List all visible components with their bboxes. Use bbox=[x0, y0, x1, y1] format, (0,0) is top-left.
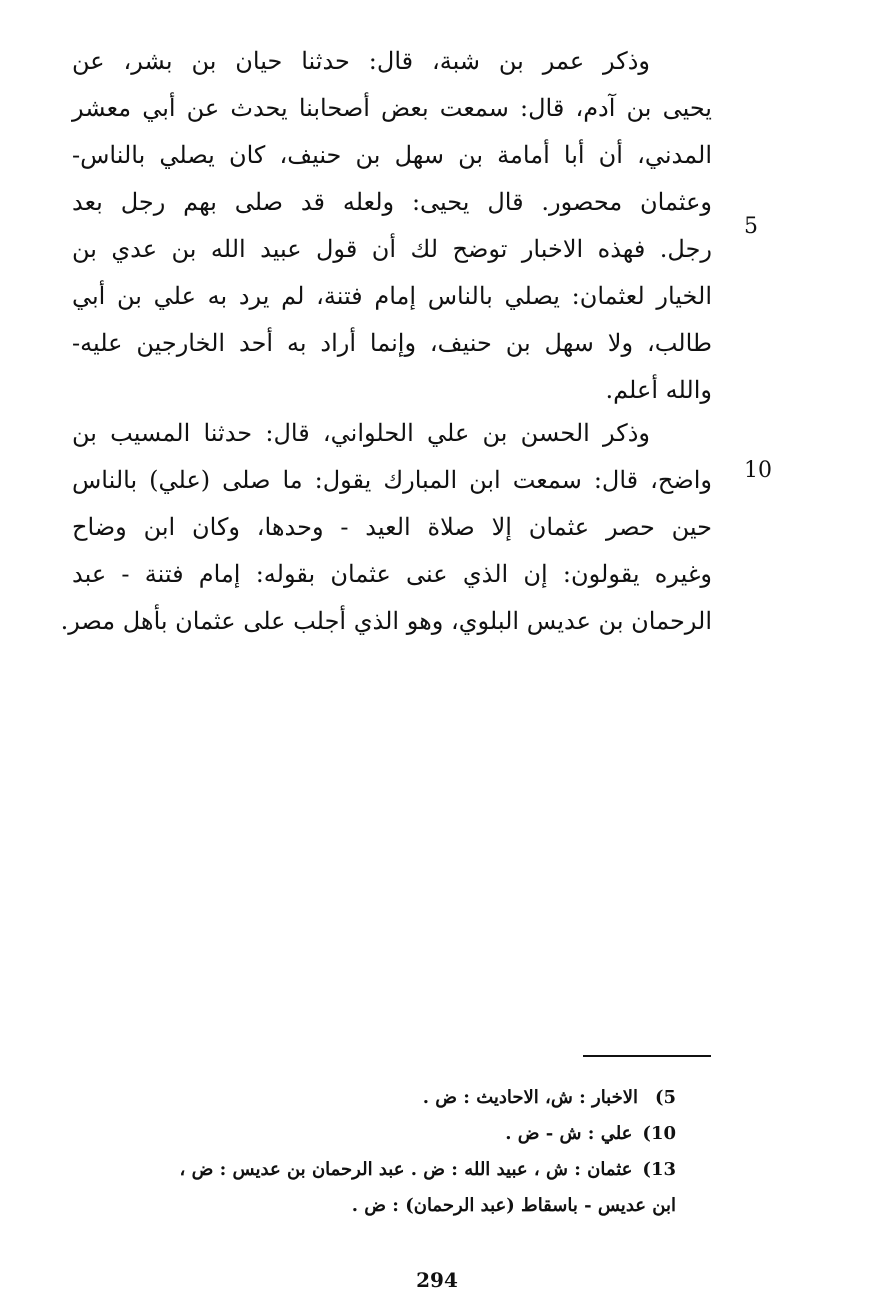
text-line: وذكر عمر بن شبة، قال: حدثنا حيان بن بشر، عن bbox=[72, 47, 650, 75]
footnote-text: علي : ش - ض . bbox=[505, 1123, 633, 1144]
footnote-divider bbox=[583, 1055, 711, 1057]
text-line: الرحمان بن عديس البلوي، وهو الذي أجلب على عثمان بأهل مصر. bbox=[60, 607, 712, 635]
footnote-text: الاخبار : ش، الاحاديث : ض . bbox=[422, 1087, 638, 1108]
line-number-10: 10 bbox=[744, 458, 772, 483]
footnote bbox=[76, 1116, 676, 1152]
text-line: وغيره يقولون: إن الذي عنى عثمان بقوله: إمام فتنة - عبد bbox=[72, 560, 712, 588]
text-line: رجل. فهذه الاخبار توضح لك أن قول عبيد الله بن عدي بن bbox=[72, 235, 712, 263]
footnote-number: 10) bbox=[642, 1123, 676, 1144]
text-line: المدني، أن أبا أمامة بن سهل بن حنيف، كان يصلي بالناس- bbox=[72, 141, 712, 169]
text-line: حين حصر عثمان إلا صلاة العيد - وحدها، وكان ابن وضاح bbox=[72, 513, 712, 541]
text-line: يحيى بن آدم، قال: سمعت بعض أصحابنا يحدث عن أبي معشر bbox=[72, 94, 712, 122]
footnote bbox=[76, 1080, 676, 1116]
text-line: واضح، قال: سمعت ابن المبارك يقول: ما صلى (علي) بالناس bbox=[72, 466, 712, 494]
line-number-5: 5 bbox=[744, 214, 758, 239]
text-line: طالب، ولا سهل بن حنيف، وإنما أراد به أحد الخارجين عليه- bbox=[72, 329, 712, 357]
paragraph-1 bbox=[72, 38, 712, 414]
footnote-text: عثمان : ش ، عبيد الله : ض . عبد الرحمان بن عديس : ض ، bbox=[179, 1159, 633, 1180]
text-line: والله أعلم. bbox=[605, 376, 712, 404]
footnote bbox=[76, 1152, 676, 1188]
text-line: وذكر الحسن بن علي الحلواني، قال: حدثنا المسيب بن bbox=[72, 419, 650, 447]
footnote-number: 5) bbox=[654, 1087, 676, 1108]
text-line: وعثمان محصور. قال يحيى: ولعله قد صلى بهم رجل بعد bbox=[72, 188, 712, 216]
paragraph-2 bbox=[60, 410, 712, 645]
text-line: الخيار لعثمان: يصلي بالناس إمام فتنة، لم يرد به علي بن أبي bbox=[72, 282, 712, 310]
page-number: 294 bbox=[416, 1268, 458, 1292]
footnote-text: ابن عديس - باسقاط (عبد الرحمان) : ض . bbox=[351, 1195, 676, 1216]
footnote-continuation bbox=[76, 1188, 676, 1224]
footnote-number: 13) bbox=[642, 1159, 676, 1180]
footnotes bbox=[76, 1080, 676, 1224]
